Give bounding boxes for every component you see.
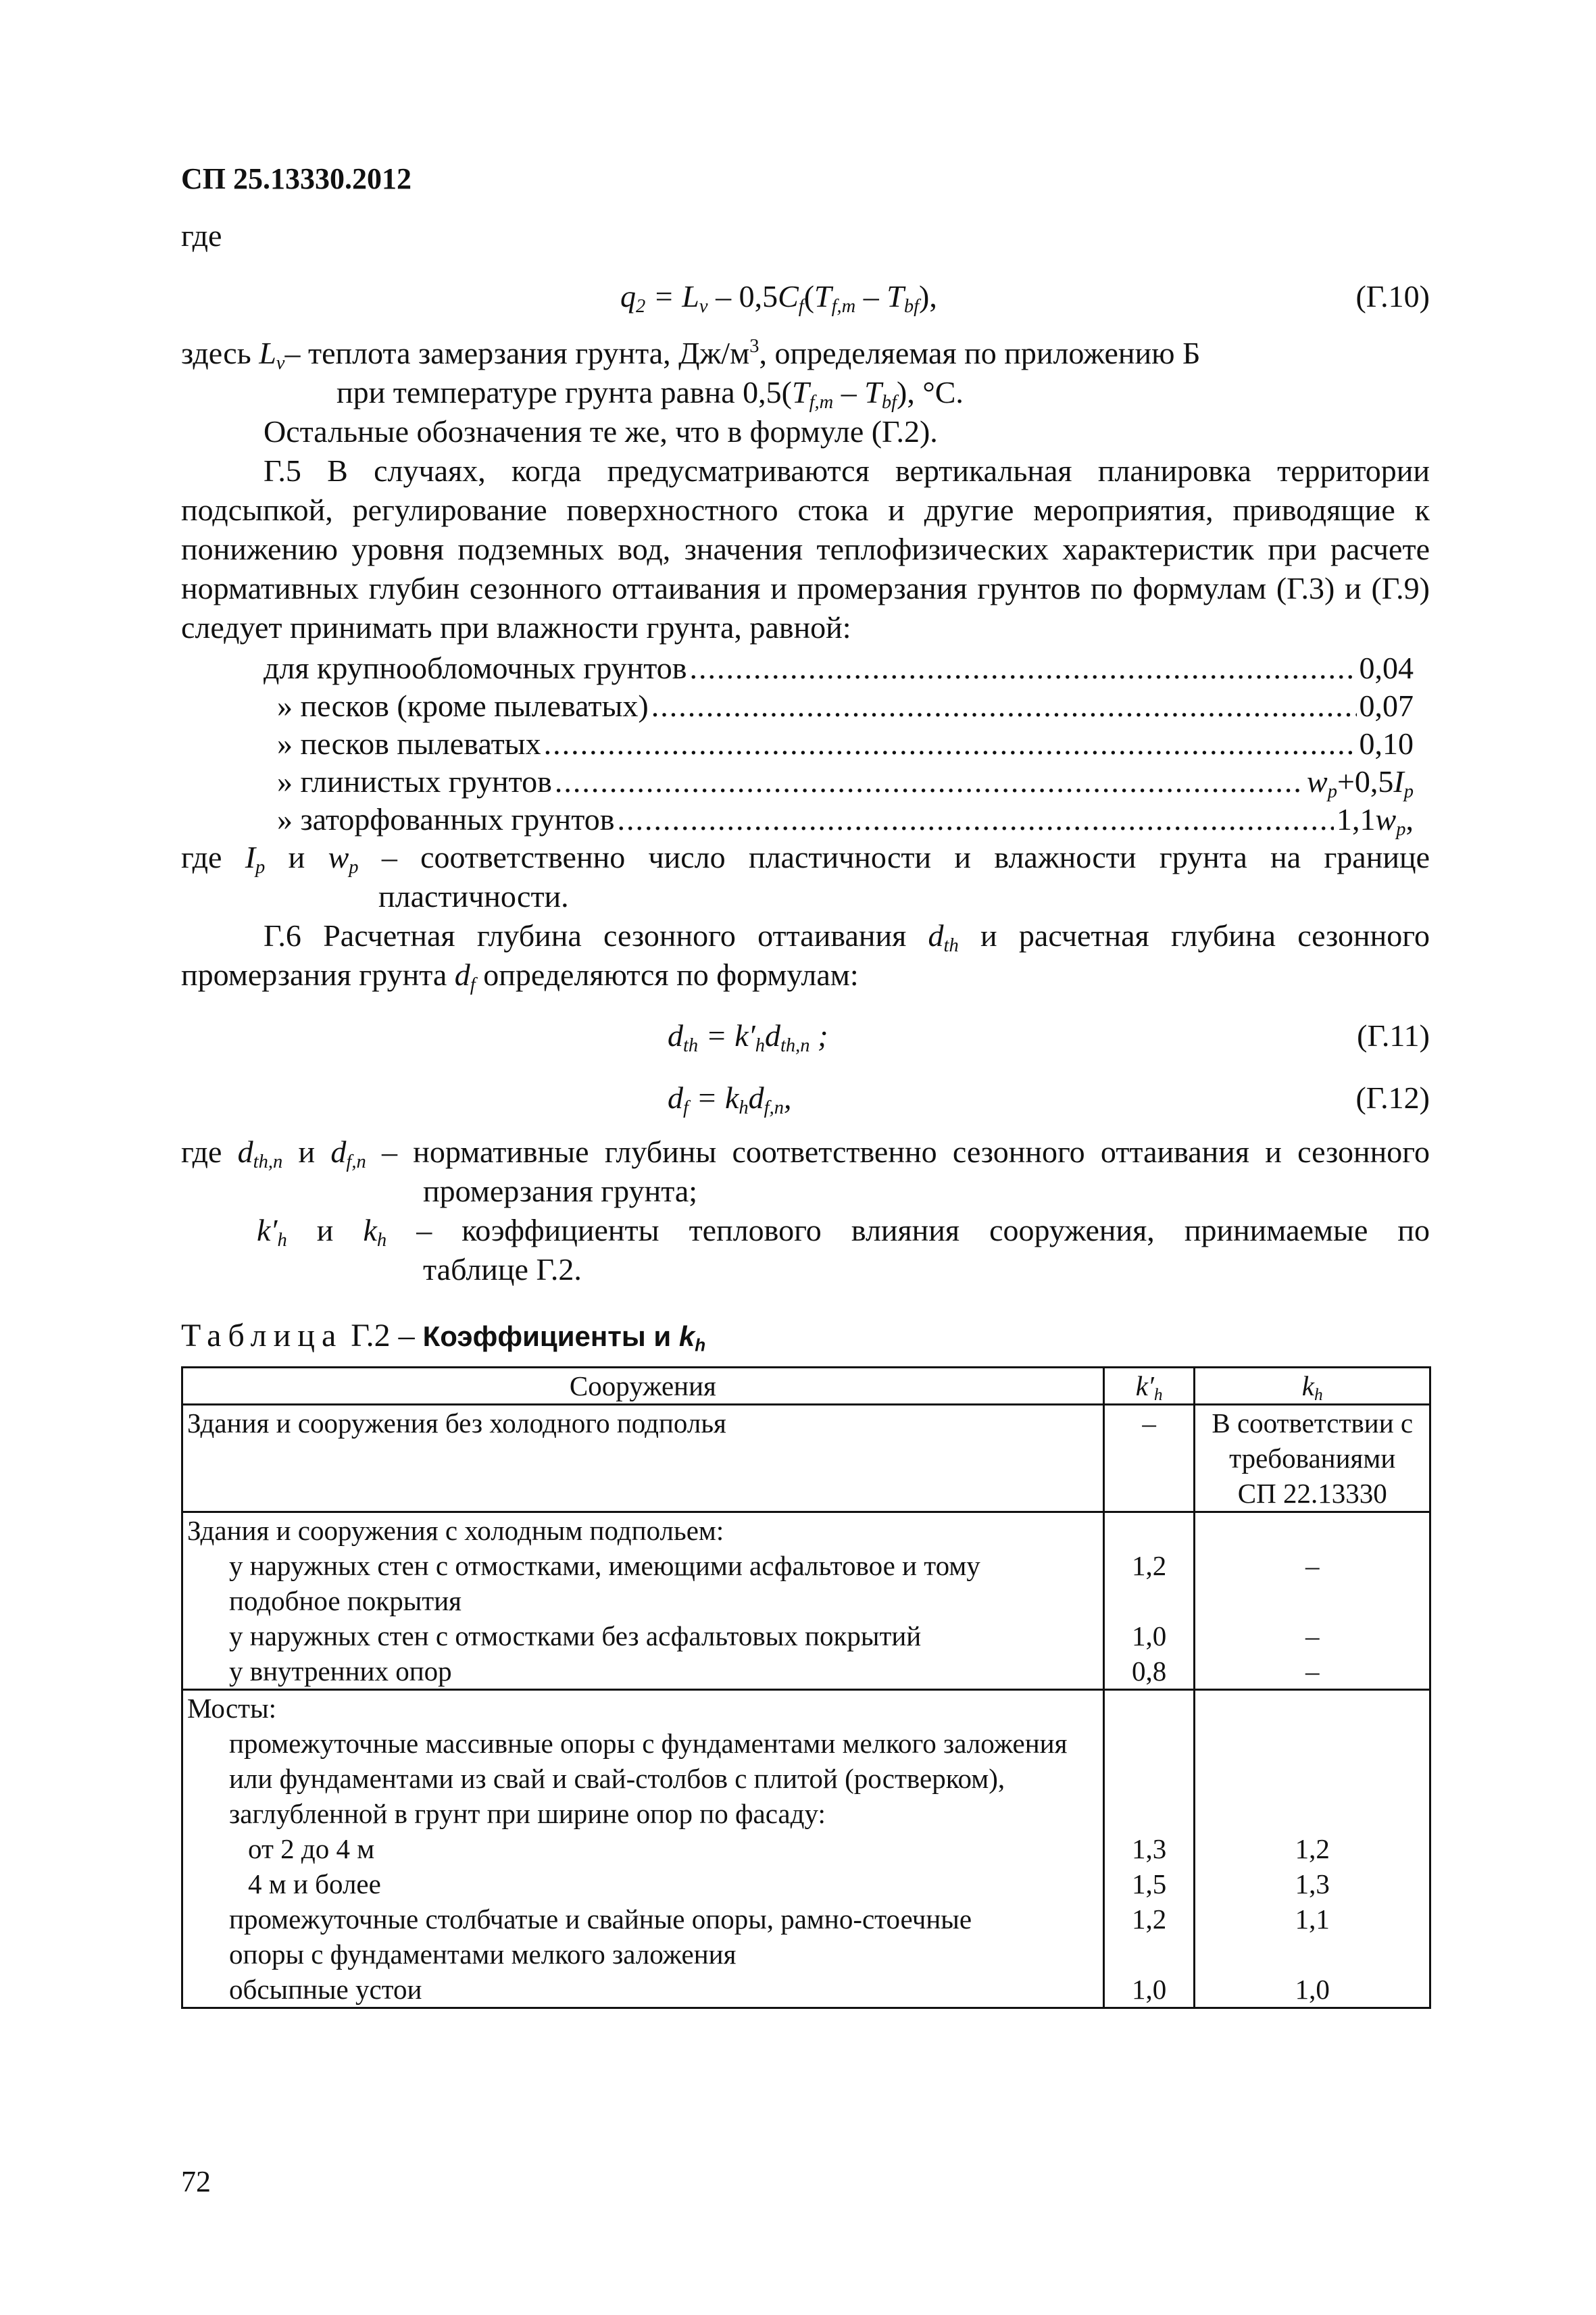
document-code: СП 25.13330.2012 [181, 162, 412, 195]
formula-g12 [181, 1078, 1430, 1118]
page-number: 72 [181, 2165, 211, 2198]
rest-same-note: Остальные обозначения те же, что в формуле (Г.2). [264, 414, 938, 449]
formula-g11 [181, 1016, 1430, 1055]
moisture-row-coarse: для крупнообломочных грунтов ..... 0,04 [264, 649, 1414, 688]
formula-g12-number: (Г.12) [1355, 1080, 1430, 1115]
moisture-row-sands: » песков (кроме пылеватых) ..... 0,07 [277, 687, 1414, 726]
header-k-h: $k_h$ [1195, 1368, 1430, 1405]
lv-definition-cont: при температуре грунта равна $0,5(T_{f,m} - T_{bf})$, °С. [336, 375, 964, 413]
ip-wp-definition-cont: пластичности. [378, 879, 569, 914]
moisture-row-silty-sands: » песков пылеватых ..... 0,10 [277, 724, 1414, 764]
formula-g11-expr: $d_{th} = k'_hd_{th,n}$ ; [668, 1018, 828, 1056]
kh-definition: $k'_h$ и $k_h$ – коэффициенты теплового влияния сооружения, принимаемые по [257, 1213, 1430, 1251]
dthn-dfn-definition: где $d_{th,n}$ и $d_{f,n}$ – нормативные глубины соответственно сезонного оттаивания и сезонного [181, 1135, 1430, 1172]
lv-definition: здесь $L_v-$ теплота замерзания грунта, $Дж/м^3$, определяемая по приложению Б [181, 335, 1201, 374]
paragraph-g6: Г.6 Расчетная глубина сезонного оттаивания $d_{th}$ и расчетная глубина сезонного [264, 918, 1430, 956]
moisture-row-peat: » заторфованных грунтов ..... $1,1w_p$, [277, 800, 1414, 839]
formula-g10-expr: $q_2 = L_v - 0,5C_f(T_{f,m} - T_{bf})$, [620, 279, 937, 317]
table-header-row [182, 1368, 1430, 1405]
table-row: Здания и сооружения без холодного подполья – В соответствии с требованиями СП 22.13330 [182, 1405, 1430, 1512]
where-label: где [181, 218, 222, 253]
formula-g11-number: (Г.11) [1357, 1018, 1430, 1053]
ip-wp-definition: где $I_p$ и $w_p$ – соответственно число пластичности и влажности грунта на границе [181, 840, 1430, 878]
coefficients-table [181, 1366, 1431, 2009]
formula-g10 [181, 277, 1430, 316]
table-caption: Таблица Г.2 – Коэффициенты и $k_h$ [181, 1318, 706, 1355]
kh-definition-cont: таблице Г.2. [423, 1252, 582, 1287]
formula-g12-expr: $d_f = k_hd_{f,n}$, [668, 1080, 792, 1118]
header-k-prime-h: $k'_h$ [1103, 1368, 1195, 1405]
paragraph-g6-cont: промерзания грунта $d_f$ определяются по формулам: [181, 957, 859, 995]
formula-g10-number: (Г.10) [1355, 279, 1430, 314]
table-row: Здания и сооружения с холодным подпольем: у наружных стен с отмостками, имеющими асфальтовое и тому подобное покрытия у наружных стен с отмостками без асфальтовых покрытий у внутренних опор 1,2 1,0 0,8 – – – [182, 1512, 1430, 1690]
paragraph-g5: Г.5 В случаях, когда предусматриваются вертикальная планировка территории подсыпкой, регулирование поверхностного стока и другие мероприятия, приводящие к понижению уровня подземных вод, значения теплофизических характеристик при расчете нормативных глубин сезонного оттаивания и промерзания грунтов по формулам (Г.3) и (Г.9) следует принимать при влажности грунта, равной: [181, 453, 1430, 645]
header-structures: Сооружения [182, 1368, 1104, 1405]
table-row: Мосты: промежуточные массивные опоры с фундаментами мелкого заложения или фундаментами из свай и свай-столбов с плитой (ростверком), заглубленной в грунт при ширине опор по фасаду: от 2 до 4 м 4 м и более промежуточные столбчатые и свайные опоры, рамно-стоечные опоры с фундаментами мелкого заложения обсыпные устои 1,3 1,5 1,2 1,0 1,2 1,3 1,1 1,0 [182, 1690, 1430, 2008]
moisture-row-clay: » глинистых грунтов ..... $w_p+0,5I_p$ [277, 762, 1414, 801]
dthn-dfn-definition-cont: промерзания грунта; [423, 1174, 698, 1208]
